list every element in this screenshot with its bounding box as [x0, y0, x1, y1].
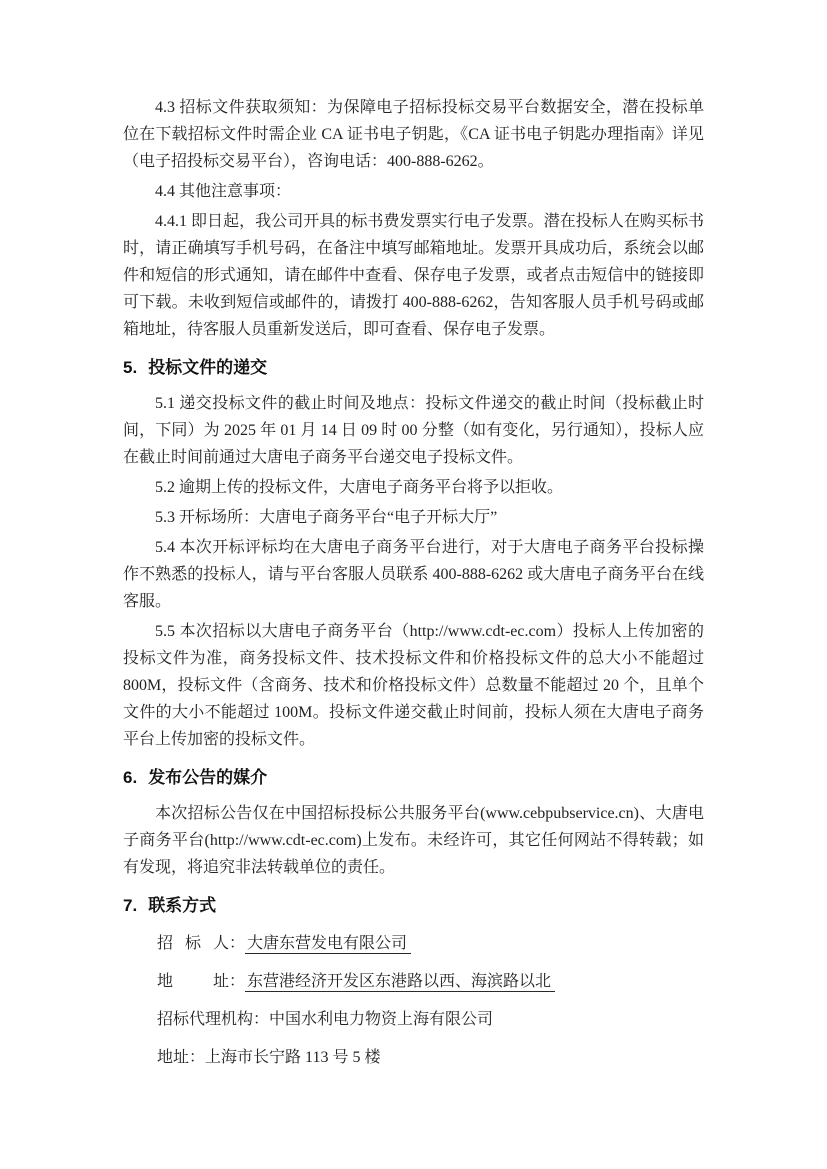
- agency-label: 招标代理机构: [157, 1011, 254, 1028]
- heading-section-7: [123, 892, 704, 919]
- paragraph-5-4: 5.4 本次开标评标均在大唐电子商务平台进行，对于大唐电子商务平台投标操作不熟悉的投标人，请与平台客服人员联系 400-888-6262 或大唐电子商务平台在线客服。: [123, 539, 704, 610]
- agency-name: 中国水利电力物资上海有限公司: [269, 1011, 494, 1028]
- bidder-address-label: 地 址: [157, 973, 229, 990]
- document-content: [123, 0, 704, 1082]
- heading-section-6: [123, 764, 704, 791]
- bidder-label: 招 标 人: [157, 935, 229, 952]
- agency-address-label: 地址: [157, 1049, 190, 1066]
- bidder-colon: ：: [229, 935, 246, 952]
- contact-row-bidder-address: [123, 968, 704, 995]
- bidder-address-colon: ：: [229, 973, 246, 990]
- heading-section-5: [123, 354, 704, 381]
- agency-address-value: 上海市长宁路 113 号 5 楼: [205, 1049, 381, 1066]
- paragraph-5-5: 5.5 本次招标以大唐电子商务平台（http://www.cdt-ec.com）投标人上传加密的投标文件为准，商务投标文件、技术投标文件和价格投标文件的总大小不能超过 800M，投标文件（含商务、技术和价格投标文件）总数量不能超过 20 个，且单个文件的大小不能超过 100M。投标文件递交截止时间前，投标人须在大唐电子商务平台上传加密的投标文件。: [123, 623, 704, 748]
- bidder-address-value: 东营港经济开发区东港路以西、海滨路以北: [245, 973, 555, 992]
- heading-5-title: 投标文件的递交: [148, 358, 268, 377]
- paragraph-5-3: 5.3 开标场所：大唐电子商务平台“电子开标大厅”: [155, 509, 498, 526]
- agency-address-colon: ：: [189, 1049, 206, 1066]
- heading-5-number: 5.: [123, 358, 138, 377]
- agency-colon: ：: [253, 1011, 270, 1028]
- heading-7-number: 7.: [123, 896, 138, 915]
- paragraph-4-4: 4.4 其他注意事项：: [155, 183, 292, 200]
- contact-row-agency: [123, 1006, 704, 1033]
- bidder-name: 大唐东营发电有限公司: [245, 935, 411, 954]
- heading-7-title: 联系方式: [148, 896, 217, 915]
- contact-row-bidder: [123, 930, 704, 957]
- paragraph-5-1: 5.1 递交投标文件的截止时间及地点：投标文件递交的截止时间（投标截止时间，下同）为 2025 年 01 月 14 日 09 时 00 分整（如有变化，另行通知），投标人应在截止时间前通过大唐电子商务平台递交电子投标文件。: [123, 395, 704, 466]
- heading-6-number: 6.: [123, 768, 138, 787]
- paragraph-5-2: 5.2 逾期上传的投标文件，大唐电子商务平台将予以拒收。: [155, 479, 564, 496]
- paragraph-4-3: 4.3 招标文件获取须知：为保障电子招标投标交易平台数据安全，潜在投标单位在下载招标文件时需企业 CA 证书电子钥匙，《CA 证书电子钥匙办理指南》详见（电子招投标交易平台），咨询电话：400-888-6262。: [123, 99, 704, 170]
- contact-row-agency-address: [123, 1044, 704, 1071]
- contact-info-block: [123, 930, 704, 1071]
- paragraph-4-4-1: 4.4.1 即日起，我公司开具的标书费发票实行电子发票。潜在投标人在购买标书时，请正确填写手机号码，在备注中填写邮箱地址。发票开具成功后，系统会以邮件和短信的形式通知，请在邮件中查看、保存电子发票，或者点击短信中的链接即可下载。未收到短信或邮件的，请拨打 400-888-6262，告知客服人员手机号码或邮箱地址，待客服人员重新发送后，即可查看、保存电子发票。: [123, 213, 704, 338]
- paragraph-6-1: 本次招标公告仅在中国招标投标公共服务平台(www.cebpubservice.cn)、大唐电子商务平台(http://www.cdt-ec.com)上发布。未经许可，其它任何网站不得转载；如有发现，将追究非法转载单位的责任。: [123, 805, 704, 876]
- heading-6-title: 发布公告的媒介: [148, 768, 268, 787]
